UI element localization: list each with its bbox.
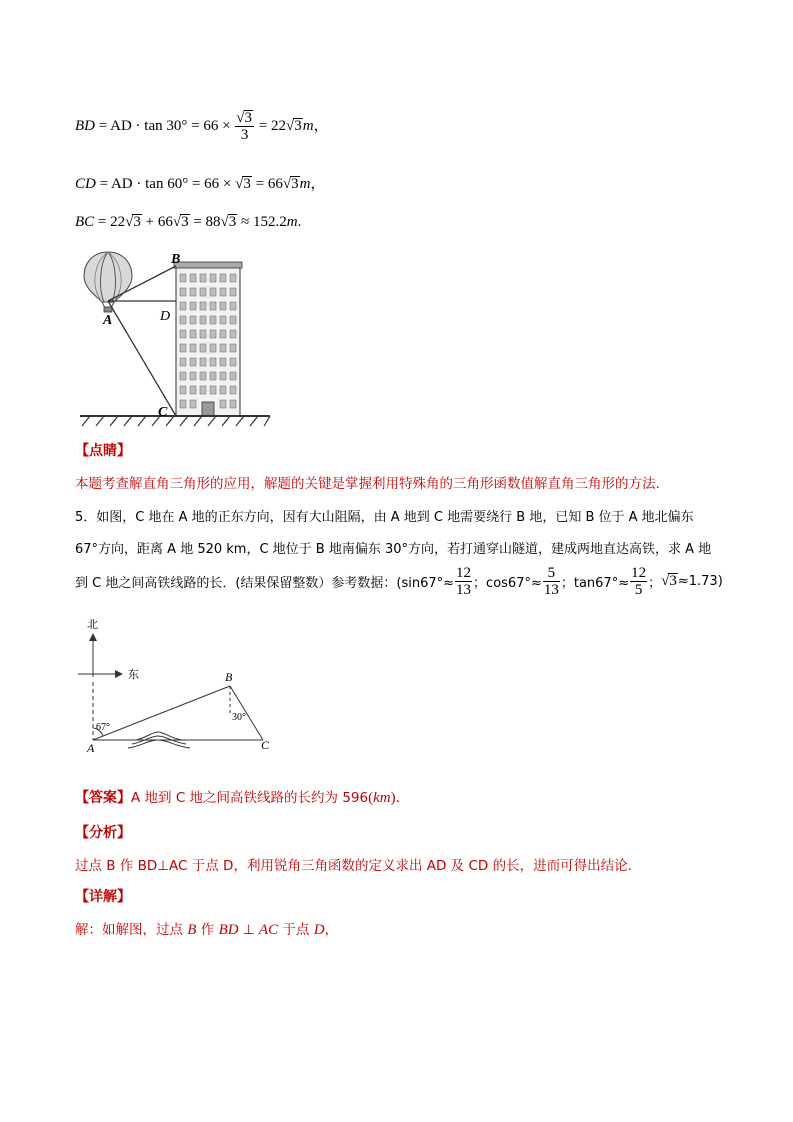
problem5-line3: 到 C 地之间高铁线路的长．(结果保留整数）参考数据：(sin67°≈ $\frac{12}{13}$ ；cos67°≈ $\frac{5}{13}$ ；tan67°≈ $\frac{12}{5}$ ；√3≈1.73) [75, 565, 723, 598]
label-a2: A [87, 741, 95, 755]
eq-lhs: BC [75, 214, 95, 230]
sqrt-radicand: 3 [133, 214, 141, 230]
sqrt-radicand: 3 [291, 176, 299, 192]
dianjing-text: 本题考查解直角三角形的应用，解题的关键是掌握利用特殊角的三角形函数值解直角三角形的方法. [75, 476, 660, 492]
problem5-line1: 5．如图，C 地在 A 地的正东方向，因有大山阻隔，由 A 地到 C 地需要绕行 B 地，已知 B 位于 A 地北偏东 [75, 510, 694, 525]
fraction-denominator: 3 [240, 127, 249, 143]
eq-part: = AD · tan 30° = 66 × [98, 117, 231, 134]
label-angle67: 67° [96, 722, 110, 733]
building [174, 262, 242, 416]
ground [80, 416, 270, 426]
dianjing-tag: 【点睛】 [75, 443, 131, 459]
label-b2: B [225, 670, 233, 684]
label-c2: C [261, 738, 270, 752]
eq-part: = 22 [97, 214, 126, 230]
eq-part: = AD · tan 60° = 66 × [99, 176, 232, 192]
sqrt-radicand: 3 [181, 214, 189, 230]
equation-cd: CD = AD · tan 60° = 66 × √3 = 66√3m， [75, 176, 326, 192]
label-a: A [103, 313, 113, 328]
tan-fraction: $\frac{12}{5}$ [631, 565, 647, 598]
answer-tag: 【答案】 [75, 790, 131, 806]
answer-line: 【答案】A 地到 C 地之间高铁线路的长约为 596(km). [75, 790, 401, 806]
detail-text: 解：如解图，过点 B 作 BD ⊥ AC 于点 D， [75, 922, 339, 938]
analysis-tag: 【分析】 [75, 825, 131, 841]
problem5-line3-pre: 到 C 地之间高铁线路的长．(结果保留整数）参考数据：(sin67°≈ [75, 576, 455, 591]
sin-fraction: $\frac{12}{13}$ [456, 565, 472, 598]
sqrt-radicand: 3 [228, 214, 237, 230]
label-north: 北 [87, 619, 98, 631]
eq-unit: m [299, 176, 311, 192]
eq-unit: m [302, 117, 314, 134]
sqrt-radicand: 3 [669, 573, 677, 589]
cos-fraction: $\frac{5}{13}$ [543, 565, 559, 598]
direction-figure [78, 612, 278, 757]
label-angle30: 30° [232, 712, 246, 723]
answer-unit: km [373, 790, 391, 806]
detail-tag: 【详解】 [75, 889, 131, 905]
eq-lhs: CD [75, 176, 96, 192]
problem5-line2: 67°方向，距离 A 地 520 km，C 地位于 B 地南偏东 30°方向，若打通穿山隧道，建成两地直达高铁，求 A 地 [75, 542, 712, 557]
eq-part: = 22 [258, 117, 286, 134]
mountain-symbol [128, 732, 190, 748]
eq-part: = 88 [193, 214, 221, 230]
sqrt-radicand: 3 [243, 176, 251, 192]
answer-post: . [395, 790, 401, 806]
label-b: B [171, 252, 181, 267]
balloon-building-figure [78, 248, 273, 430]
label-east: 东 [128, 669, 139, 681]
eq-part: = 66 [255, 176, 283, 192]
analysis-text: 过点 B 作 BD⊥AC 于点 D，利用锐角三角函数的定义求出 AD 及 CD 的长，进而可得出结论. [75, 858, 632, 874]
label-c: C [158, 405, 168, 420]
eq-part: ≈ 152.2 [241, 214, 287, 230]
eq-tail: . [297, 214, 302, 230]
equation-bd: BD = AD · tan 30° = 66 × $\frac{√3}{3}$ = 22√3m， [75, 110, 329, 143]
eq-lhs: BD [75, 117, 95, 134]
sqrt-radicand: 3 [244, 110, 253, 126]
eq-tail: ， [310, 176, 326, 192]
sqrt-radicand: 3 [294, 117, 302, 134]
answer-text: A 地到 C 地之间高铁线路的长约为 596 [131, 790, 369, 806]
eq-unit: m [286, 214, 298, 230]
eq-tail: ， [313, 117, 329, 134]
label-d: D [160, 309, 171, 324]
equation-bc: BC = 22√3 + 66√3 = 88√3 ≈ 152.2m. [75, 214, 302, 230]
eq-part: + 66 [145, 214, 173, 230]
fraction: $\frac{√3}{3}$ [236, 110, 253, 143]
hot-air-balloon [84, 252, 132, 312]
